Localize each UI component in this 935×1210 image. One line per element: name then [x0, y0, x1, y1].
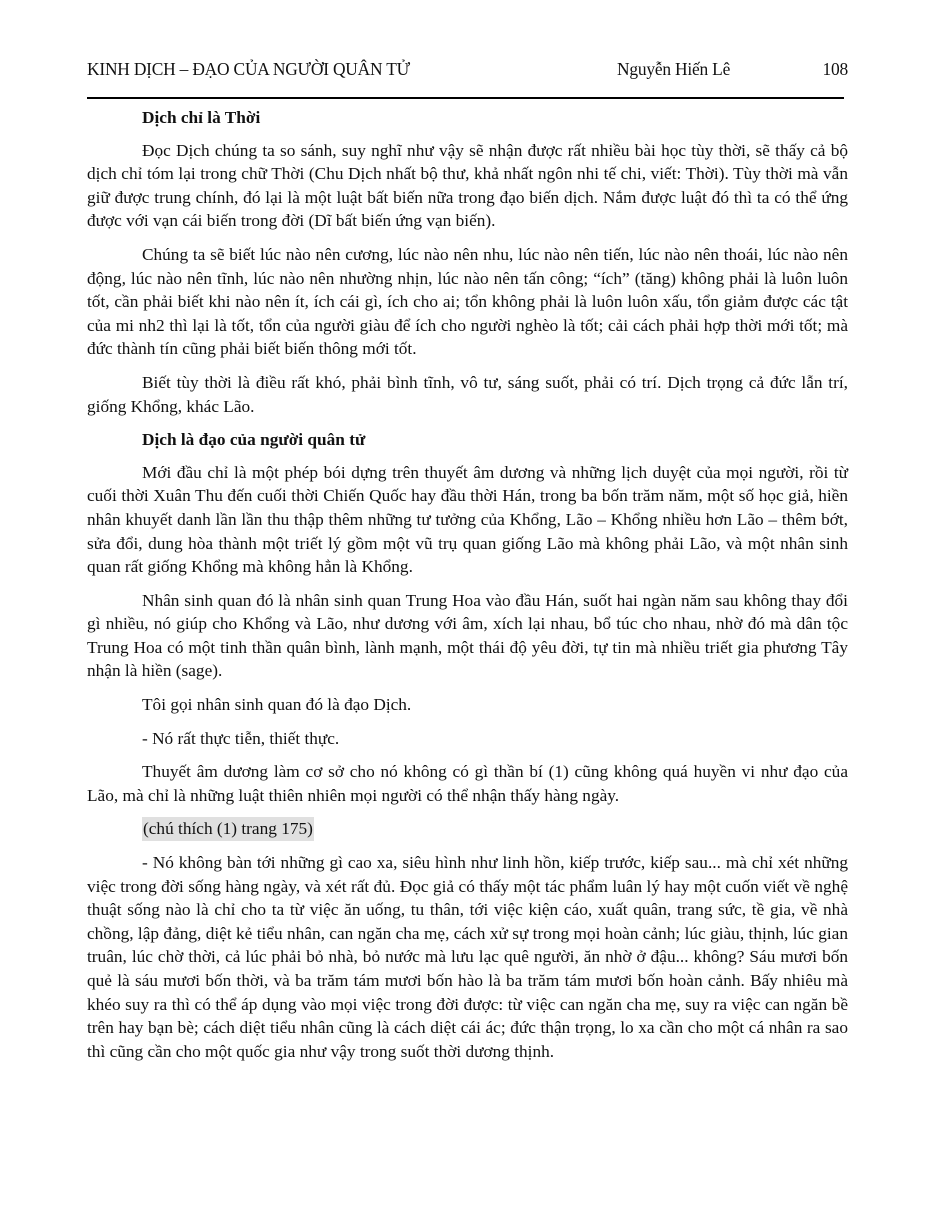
running-header: [87, 58, 848, 80]
paragraph: Chúng ta sẽ biết lúc nào nên cương, lúc nào nên nhu, lúc nào nên tiến, lúc nào nên thoái, lúc nào nên động, lúc nào nên tĩnh, lúc nào nên nhường nhịn, lúc nào nên tấn công; “ích” (tăng) không phải là luôn luôn tốt, cần phải biết khi nào nên ít, ích cái gì, ích cho ai; tổn không phải là luôn luôn xấu, tổn giảm được các tật của mi nh2 thì lại là tốt, tổn của người giàu để ích cho người nghèo là tốt; cải cách phải hợp thời mới tốt; mà đức thành tín cũng phải biết biến thông mới tốt.: [87, 244, 848, 359]
paragraph: - Nó không bàn tới những gì cao xa, siêu hình như linh hồn, kiếp trước, kiếp sau... mà chỉ xét những việc trong đời sống hàng ngày, và xét rất đủ. Đọc giả có thấy một tác phẩm luân lý hay một cuốn viết về nghệ thuật sống nào là chỉ cho ta từ việc ăn uống, tu thân, tới việc kiện cáo, xuất quân, trang sức, tề gia, về nhà chồng, lập đảng, diệt kẻ tiểu nhân, can ngăn cha mẹ, cách xử sự trong mọi hoàn cảnh; lúc giàu, thịnh, lúc gian truân, lúc chờ thời, cả lúc phải bỏ nhà, bỏ nước mà lưu lạc quê người, ăn nhờ ở đậu... không? Sáu mươi bốn quẻ là sáu mươi bốn thời, và ba trăm tám mươi bốn hào là ba trăm tám mươi bốn hoàn cảnh. Bấy nhiêu mà khéo suy ra thì có thể áp dụng vào mọi việc trong đời được: từ việc can ngăn cha mẹ, suy ra việc can ngăn bề trên hay bạn bè; cách diệt tiểu nhân cũng là cách diệt cái ác; đức thận trọng, lo xa cần cho một cá nhân ra sao thì cũng cần cho một quốc gia như vậy trong suốt thời dương thịnh.: [87, 853, 848, 1061]
page-body: [87, 106, 848, 1073]
section-heading: Dịch chỉ là Thời: [142, 108, 261, 127]
paragraph: Tôi gọi nhân sinh quan đó là đạo Dịch.: [142, 695, 412, 715]
author-name: Nguyễn Hiến Lê: [617, 59, 731, 79]
paragraph: - Nó rất thực tiễn, thiết thực.: [142, 728, 340, 748]
paragraph: Nhân sinh quan đó là nhân sinh quan Trung Hoa vào đầu Hán, suốt hai ngàn năm sau không thay đổi gì nhiều, nó giúp cho Khổng và Lão, như dương với âm, xích lại nhau, bổ túc cho nhau, nhờ đó mà dân tộc Trung Hoa có một tinh thần quân bình, lành mạnh, một thái độ yêu đời, tự tin mà nhiều triết gia phương Tây nhận là hiền (sage).: [87, 590, 848, 681]
paragraph: Biết tùy thời là điều rất khó, phải bình tĩnh, vô tư, sáng suốt, phải có trí. Dịch trọng cả đức lẫn trí, giống Khổng, khác Lão.: [87, 372, 848, 416]
footnote-reference: (chú thích (1) trang 175): [142, 817, 314, 841]
paragraph: Đọc Dịch chúng ta so sánh, suy nghĩ như vậy sẽ nhận được rất nhiều bài học tùy thời, sẽ thấy cả bộ dịch chỉ tóm lại trong chữ Thời (Chu Dịch nhất bộ thư, khả nhất ngôn nhi tế chi, viết: Thời). Tùy thời mà vẫn giữ được trung chính, đó lại là một luật bất biến nữa trong đạo biến dịch. Nắm được luật đó thì ta có thể ứng được với vạn cái biến trong đời (Dĩ bất biến ứng vạn biến).: [87, 140, 848, 231]
footnote-line: [87, 817, 848, 841]
page-number: 108: [822, 59, 848, 79]
book-title: KINH DỊCH – ĐẠO CỦA NGƯỜI QUÂN TỬ: [87, 59, 410, 79]
section-heading: Dịch là đạo của người quân tử: [142, 430, 366, 450]
paragraph: Mới đầu chỉ là một phép bói dựng trên thuyết âm dương và những lịch duyệt của mọi người, rồi từ cuối thời Xuân Thu đến cuối thời Chiến Quốc hay đầu thời Hán, trong ba bốn trăm năm, một số học giả, hiền nhân khuyết danh lần lần thu thập thêm những tư tưởng của Khổng, Lão – Khổng nhiều hơn Lão – thêm bớt, sửa đổi, dung hòa thành một triết lý gồm một vũ trụ quan giống Lão mà không phải Lão, và một nhân sinh quan rất giống Khổng mà không hẳn là Khổng.: [87, 462, 848, 577]
paragraph: Thuyết âm dương làm cơ sở cho nó không có gì thần bí (1) cũng không quá huyền vi như đạo của Lão, mà chỉ là những luật thiên nhiên mọi người có thể nhận thấy hàng ngày.: [87, 762, 848, 805]
header-rule: [87, 97, 844, 99]
